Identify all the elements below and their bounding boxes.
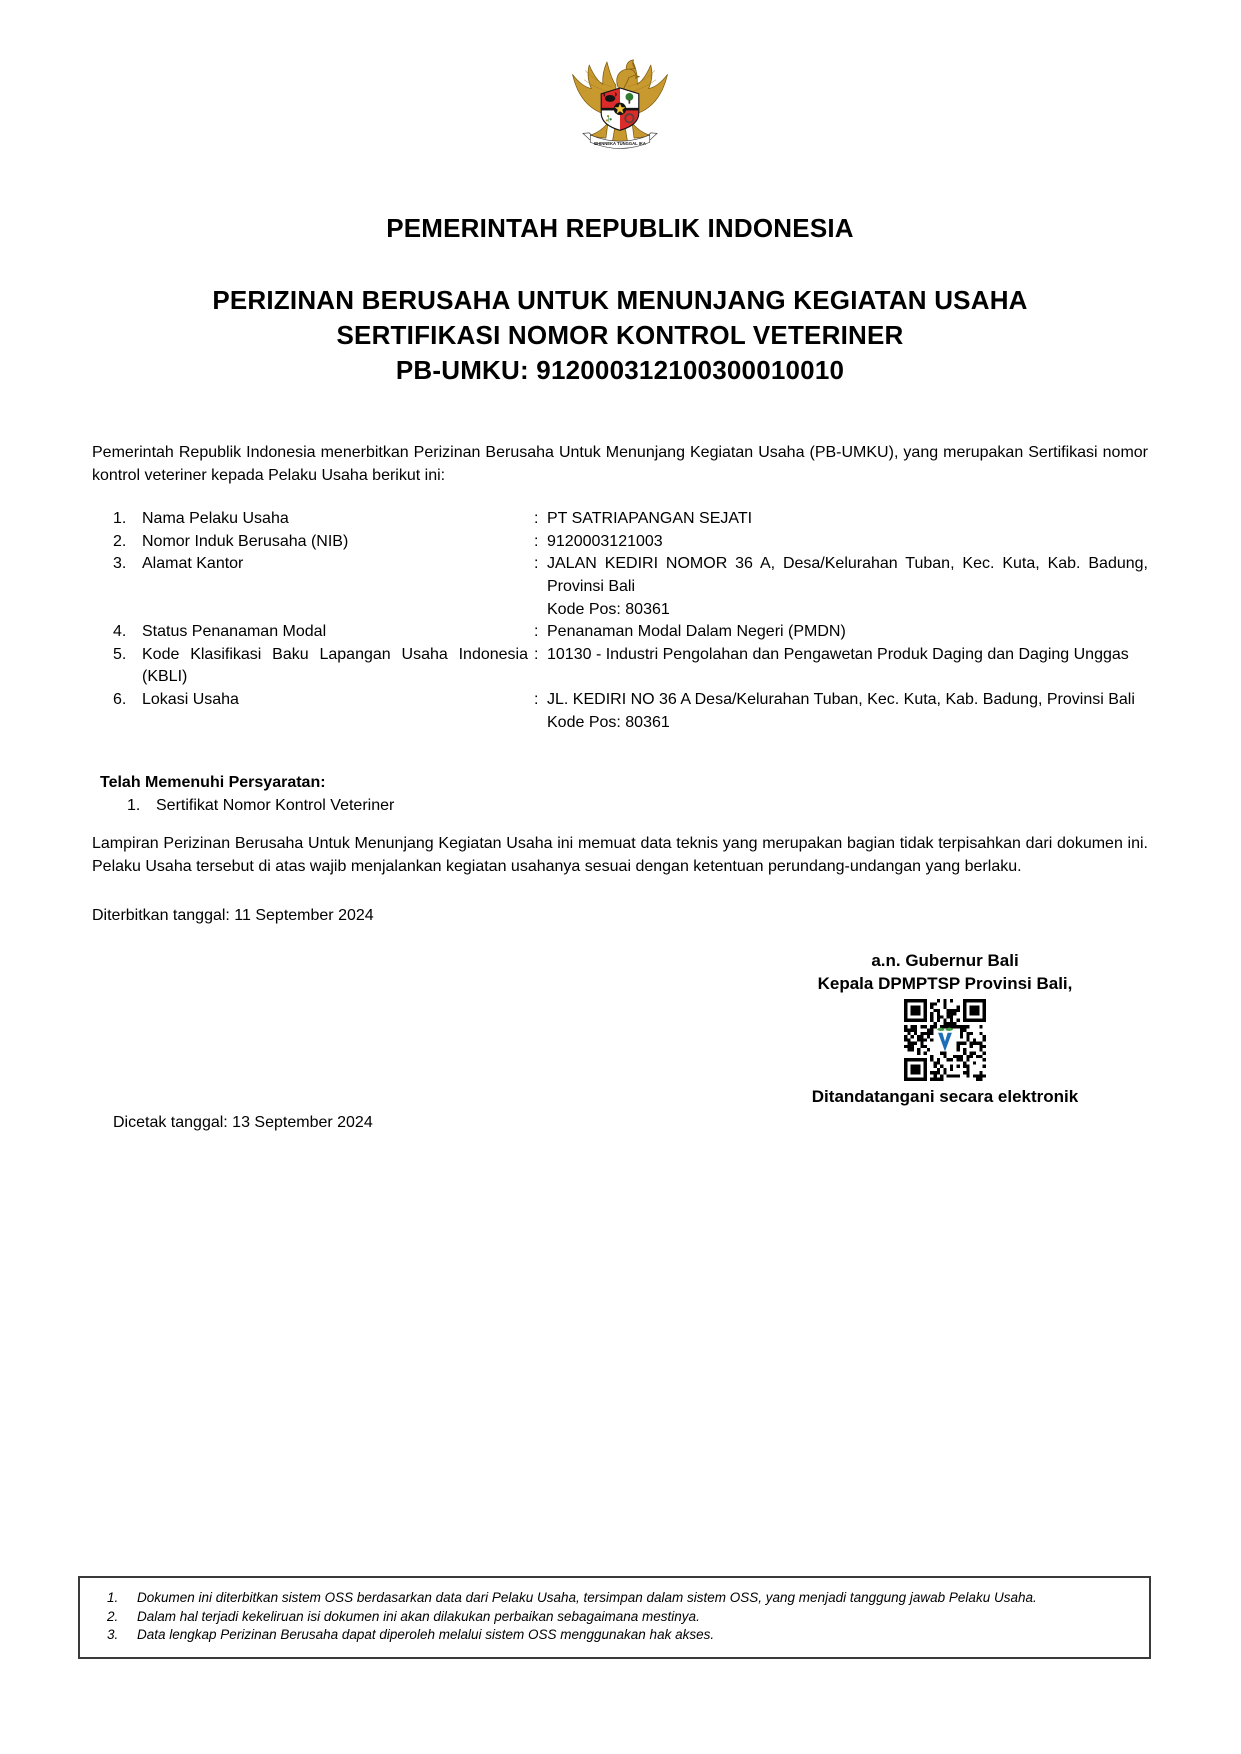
document-title <box>92 283 1148 388</box>
field-label: Lokasi Usaha <box>142 690 239 708</box>
field-label: Alamat Kantor <box>142 555 244 573</box>
field-value <box>547 644 1148 667</box>
closing-paragraph: Lampiran Perizinan Berusaha Untuk Menunjang Kegiatan Usaha ini memuat data teknis yang merupakan bagian tidak terpisahkan dari dokumen ini. Pelaku Usaha tersebut di atas wajib menjalankan kegiatan usahanya sesuai dengan ketentuan perundang-undangan yang berlaku. <box>92 835 1148 875</box>
field-value-line: Kode Pos: 80361 <box>547 600 670 618</box>
field-label: Nomor Induk Berusaha (NIB) <box>142 532 349 550</box>
field-number: 2. <box>113 532 127 550</box>
field-value-line: Penanaman Modal Dalam Negeri (PMDN) <box>547 623 846 641</box>
field-row <box>92 553 1148 621</box>
field-number: 4. <box>113 623 127 641</box>
footer-note <box>107 1608 1131 1627</box>
footer-note-number: 2. <box>107 1608 119 1624</box>
garuda-pancasila-icon <box>560 55 680 169</box>
field-row <box>92 531 1148 554</box>
field-colon: : <box>534 555 539 573</box>
field-row <box>92 508 1148 531</box>
field-label: Nama Pelaku Usaha <box>142 510 289 528</box>
document-title-line-1: PERIZINAN BERUSAHA UNTUK MENUNJANG KEGIATAN USAHA <box>212 285 1028 315</box>
field-value-line: PT SATRIAPANGAN SEJATI <box>547 510 753 528</box>
field-label: Kode Klasifikasi Baku Lapangan Usaha Indonesia (KBLI) <box>142 645 528 686</box>
signatory-title: Kepala DPMPTSP Provinsi Bali, <box>817 974 1073 994</box>
field-colon: : <box>534 623 539 641</box>
field-row <box>92 644 1148 689</box>
business-fields-list <box>92 508 1148 734</box>
requirement-number: 1. <box>127 796 141 814</box>
field-colon: : <box>534 532 539 550</box>
issued-date-line: Diterbitkan tanggal: 11 September 2024 <box>92 906 374 924</box>
field-number: 5. <box>113 645 127 663</box>
signature-block <box>790 949 1100 1108</box>
field-value <box>547 689 1148 734</box>
footer-note <box>107 1589 1131 1608</box>
field-number: 1. <box>113 510 127 528</box>
government-title: PEMERINTAH REPUBLIK INDONESIA <box>386 213 854 243</box>
field-row <box>92 689 1148 734</box>
footer-note-text: Dokumen ini diterbitkan sistem OSS berdasarkan data dari Pelaku Usaha, tersimpan dalam sistem OSS, yang menjadi tanggung jawab Pelaku Usaha. <box>137 1590 1037 1605</box>
requirements-list <box>92 795 1148 818</box>
qr-code <box>904 999 986 1081</box>
electronic-signature-note: Ditandatangani secara elektronik <box>811 1087 1079 1107</box>
intro-paragraph: Pemerintah Republik Indonesia menerbitkan Perizinan Berusaha Untuk Menunjang Kegiatan Usaha (PB-UMKU), yang merupakan Sertifikasi nomor kontrol veteriner kepada Pelaku Usaha berikut ini: <box>92 444 1148 484</box>
field-value-line: 9120003121003 <box>547 532 663 550</box>
requirement-text: Sertifikat Nomor Kontrol Veteriner <box>156 796 395 814</box>
requirements-section <box>92 772 1148 817</box>
footer-note-text: Data lengkap Perizinan Berusaha dapat diperoleh melalui sistem OSS menggunakan hak akses. <box>137 1627 715 1643</box>
field-value <box>547 531 1148 554</box>
requirements-heading: Telah Memenuhi Persyaratan: <box>100 774 326 792</box>
signatory-on-behalf: a.n. Gubernur Bali <box>871 951 1019 971</box>
field-colon: : <box>534 690 539 708</box>
footer-note-number: 3. <box>107 1627 119 1643</box>
field-value-line: Kode Pos: 80361 <box>547 713 670 731</box>
field-colon: : <box>534 510 539 528</box>
field-value <box>547 553 1148 621</box>
qr-code-image <box>904 999 986 1081</box>
footer-note <box>107 1626 1131 1645</box>
garuda-pancasila-emblem <box>560 55 680 169</box>
field-colon: : <box>534 645 539 663</box>
footer-notes-box <box>78 1576 1151 1659</box>
document-title-line-2: SERTIFIKASI NOMOR KONTROL VETERINER <box>336 320 904 350</box>
field-value <box>547 621 1148 644</box>
field-number: 6. <box>113 690 127 708</box>
field-value-line: 10130 - Industri Pengolahan dan Pengawetan Produk Daging dan Daging Unggas <box>547 645 1129 663</box>
footer-note-number: 1. <box>107 1590 119 1605</box>
printed-date-line: Dicetak tanggal: 13 September 2024 <box>113 1114 373 1132</box>
field-number: 3. <box>113 555 127 573</box>
field-row <box>92 621 1148 644</box>
requirement-item <box>127 795 1148 818</box>
field-value-line: JALAN KEDIRI NOMOR 36 A, Desa/Kelurahan Tuban, Kec. Kuta, Kab. Badung, Provinsi Bali <box>547 555 1148 595</box>
field-value <box>547 508 1148 531</box>
field-label: Status Penanaman Modal <box>142 623 327 641</box>
field-value-line: JL. KEDIRI NO 36 A Desa/Kelurahan Tuban, Kec. Kuta, Kab. Badung, Provinsi Bali <box>547 690 1135 708</box>
footer-note-text: Dalam hal terjadi kekeliruan isi dokumen ini akan dilakukan perbaikan sebagaimana mestinya. <box>137 1608 700 1624</box>
motto-text: BHINNEKA TUNGGAL IKA <box>594 140 646 146</box>
document-pbumku-number: PB-UMKU: 912000312100300010010 <box>395 355 845 385</box>
